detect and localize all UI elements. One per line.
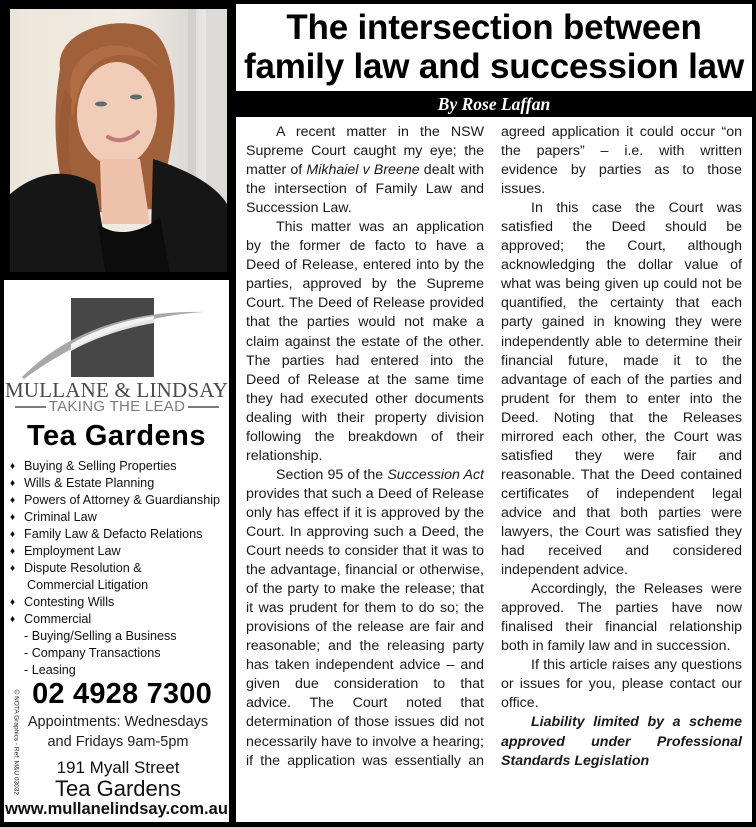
service-item: ♦ Wills & Estate Planning: [10, 476, 155, 490]
service-subitem: - Company Transactions: [24, 646, 161, 660]
service-item: ♦ Buying & Selling Properties: [10, 459, 177, 473]
author-portrait-illustration: [10, 9, 227, 272]
office-town-heading: Tea Gardens: [26, 420, 207, 452]
paragraph: Section 95 of the Succession Act provides that such a Deed of Release only has effect if it is approved by the Court. In approving such a Deed, the Court needs to consider that it was to the advantage, financial or otherwise, of the party to make the release; that it was prudent for them to do so; the provisions of the release are fair and reasonable; and the releasing party has taken independent advice – and given due consideration to that advice. The Court noted that determination of those issues did not necessarily have to involve a hearing; if the application was essentially an: [246, 466, 484, 769]
tagline-rule-right: [188, 406, 219, 408]
diamond-bullet-icon: ♦: [10, 461, 16, 472]
byline: By Rose Laffan: [437, 94, 551, 114]
diamond-bullet-icon: ♦: [10, 529, 16, 540]
article-column-right: [501, 123, 742, 771]
service-item: ♦ Criminal Law: [10, 510, 97, 524]
paragraph: This matter was an application by the former de facto to have a Deed of Release, entered into by the parties, approved by the Supreme Court. The Deed of Release provided that the parties would not make a claim against the estate of the other. The parties had entered into the Deed of Release at the same time they had executed other documents dealing with their property division following the breakdown of their relationship.: [246, 219, 484, 464]
service-item: ♦ Employment Law: [10, 544, 121, 558]
paragraph: Accordingly, the Releases were approved. The parties have now finalised their financial relationship both in family law and in succession.: [501, 581, 742, 655]
right-eye: [130, 95, 142, 100]
diamond-bullet-icon: ♦: [10, 597, 16, 608]
case-name: Mikhaiel v Breene: [306, 162, 420, 179]
diamond-bullet-icon: ♦: [10, 512, 16, 523]
service-item-continuation: Commercial Litigation: [27, 578, 149, 592]
service-item: ♦ Dispute Resolution &: [10, 561, 142, 575]
service-subitem: - Leasing: [24, 663, 76, 677]
appointment-line-1: Appointments: Wednesdays: [27, 714, 209, 730]
liability-disclaimer: Liability limited by a scheme approved under Professional Standards Legislation: [501, 714, 742, 769]
firm-advertisement: [4, 280, 229, 822]
appointment-hours: [18, 712, 218, 752]
services-list: [8, 458, 228, 679]
article-title-box: [236, 4, 752, 91]
service-subitem: - Buying/Selling a Business: [24, 629, 177, 643]
paragraph: If this article raises any questions or issues for you, please contact our office.: [501, 657, 742, 712]
paragraph: In this case the Court was satisfied the Deed should be approved; the Court, although acknowledging the dollar value of what was being given up could not be quantified, the certainty that each party gained in knowing they were independently able to determine their financial future, made it to the advantage of each of the parties and prudent for them to enter into the Deed. Noting that the Releases mirrored each other, the Court was satisfied they were fair and reasonable. That the Deed contained certificates of independent legal advice and that both parties were lawyers, the Court was satisfied they had received and considered independent advice.: [501, 200, 742, 579]
article-column-left: [246, 123, 484, 771]
title-line-1: The intersection between: [286, 8, 702, 47]
street-address: 191 Myall Street: [56, 758, 180, 777]
address-town: Tea Gardens: [55, 776, 181, 801]
paragraph: A recent matter in the NSW Supreme Court caught my eye; the matter of Mikhaiel v Breene dealt with the intersection of Family Law and Succession Law.: [246, 124, 484, 217]
firm-logo-icon: [4, 290, 229, 385]
lace-top: [98, 217, 170, 272]
phone-number[interactable]: 02 4928 7300: [32, 678, 212, 710]
firm-tagline: [12, 398, 222, 415]
diamond-bullet-icon: ♦: [10, 478, 16, 489]
article-title: [236, 4, 752, 86]
tagline-rule-left: [15, 406, 46, 408]
title-line-2: family law and succession law: [244, 47, 744, 86]
jacket-left: [10, 174, 110, 272]
tagline-text: TAKING THE LEAD: [48, 398, 186, 415]
service-item: ♦ Powers of Attorney & Guardianship: [10, 493, 221, 507]
act-name: Succession Act: [387, 466, 484, 483]
service-item: ♦ Commercial: [10, 612, 92, 626]
paragraph-continuation: agreed application it could occur “on the papers” – i.e. with written evidence by parties as to those issues.: [501, 124, 742, 198]
website-link[interactable]: www.mullanelindsay.com.au: [5, 800, 228, 818]
left-eye: [95, 102, 107, 107]
diamond-bullet-icon: ♦: [10, 614, 16, 625]
diamond-bullet-icon: ♦: [10, 546, 16, 557]
appointment-line-2: and Fridays 9am-5pm: [47, 734, 189, 750]
copyright-notice: © NOTA Graphics - Ref: M&U 03032: [12, 689, 20, 795]
diamond-bullet-icon: ♦: [10, 495, 16, 506]
article-body: [236, 117, 752, 822]
face: [77, 62, 157, 166]
author-photo: [10, 9, 227, 272]
service-item: ♦ Contesting Wills: [10, 595, 115, 609]
firm-name: MULLANE & LINDSAY: [4, 378, 229, 402]
service-item: ♦ Family Law & Defacto Relations: [10, 527, 203, 541]
diamond-bullet-icon: ♦: [10, 563, 16, 574]
